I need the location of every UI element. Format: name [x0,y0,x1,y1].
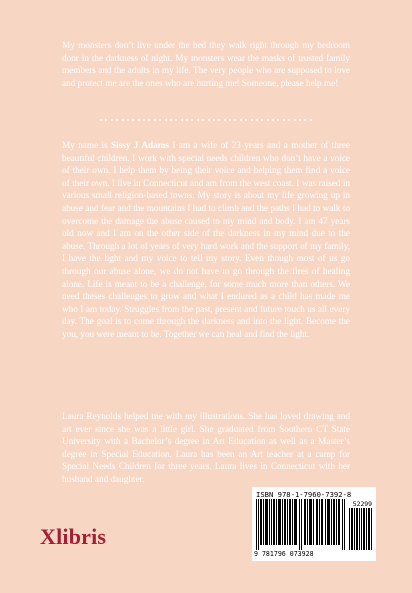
dotted-divider [100,118,312,122]
isbn-label: ISBN 978-1-7960-7392-8 [256,490,352,499]
supplemental-barcode [349,508,372,550]
bio-prefix: My name is [62,141,112,151]
author-name: Sissy J Adams [111,141,169,151]
ean-barcode [256,499,346,550]
publisher-logo: Xlibris [40,524,107,549]
bio-body: I am a wife of 23 years and a mother of three beautiful children. I work with special needs children who don’t have a voice of their own. I help them by being their voice and helping them find a voice of their own. I live in Connecticut and am from the west coast. I was raised in various small religion-based towns. My story is about my life growing up in abuse and fear and the mountains I had to climb and the paths I had to walk to overcome the damage the abuse caused to my mind and body. I am 47 years old now and I am on the other side of the darkness in my mind due to the abuse. Through a lot of years of very hard work and the support of my family, I have the light and my voice to tell my story. Even though most of us go through our abuse alone, we do not have to go through the fires of healing alone. Life is meant to be a challenge, for some much more than others. We need theses challenges to grow and what I endured as a child has made me who I am today. Struggles from the past, present and future touch us all every day. The goal is to come through the darkness and into the light. Become the you, you were meant to be. Together we can heal and find the light. [62,141,351,340]
intro-paragraph: My monsters don’t live under the bed they walk right through my bedroom door in the darkness of night. My monsters wear the masks of trusted family members and the adults in my life. The very people who are supposed to love and protect me are the ones who are hurting me! Someone, please help me! [62,41,350,89]
ean-digits: 9 781796 073928 [254,550,314,558]
barcode-panel [252,487,376,561]
author-bio-paragraph [62,140,350,342]
illustrator-paragraph: Laura Reynolds helped me with my illustrations. She has loved drawing and art ever since she was a little girl. She graduated from Southern CT State University with a Bachelor’s degree in Art Education as well as a Master’s degree in Special Education. Laura has been an Art teacher at a camp for Special Needs Children for three years. Laura lives in Connecticut with her husband and daughter. [62,412,350,485]
price-code: 52299 [352,500,372,508]
